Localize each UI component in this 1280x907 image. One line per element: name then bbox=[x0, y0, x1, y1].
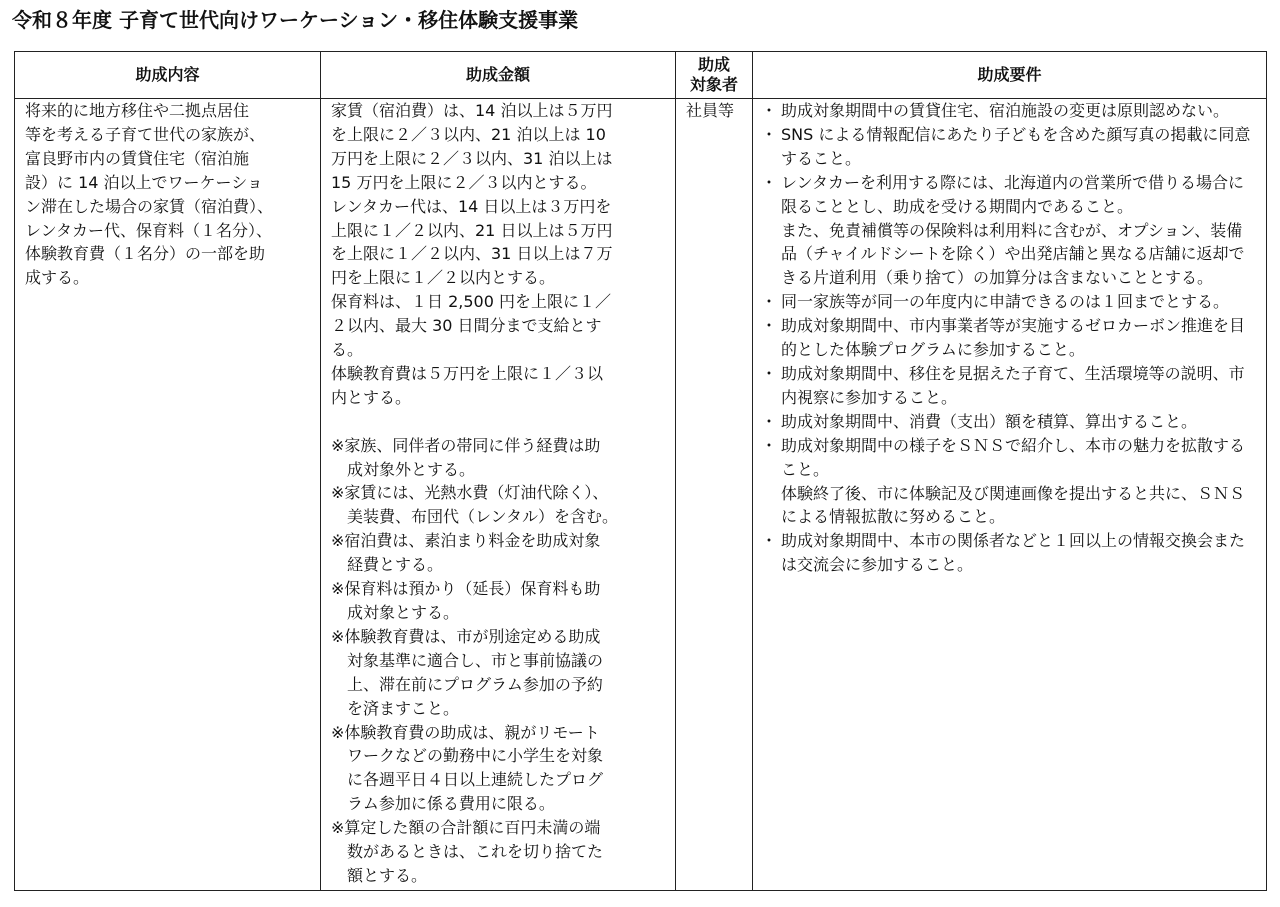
amount-line: 円を上限に１／２以内とする。 bbox=[331, 268, 556, 288]
body-row bbox=[15, 99, 1267, 891]
amount-note-line: 成対象外とする。 bbox=[331, 459, 476, 479]
requirement-item bbox=[763, 410, 1258, 434]
header-target-line2: 対象者 bbox=[689, 75, 738, 94]
requirement-text: 助成対象期間中、消費（支出）額を積算、算出すること。 bbox=[781, 411, 1198, 431]
amount-note-line: 数があるときは、これを切り捨てた bbox=[331, 842, 604, 862]
requirement-text: 助成対象期間中の様子をＳＮＳで紹介し、本市の魅力を拡散すること。 bbox=[781, 435, 1246, 479]
content-line: 体験教育費（１名分）の一部を助 bbox=[25, 244, 266, 264]
amount-line: る。 bbox=[331, 340, 364, 360]
requirement-text: SNS による情報配信にあたり子どもを含めた顔写真の掲載に同意すること。 bbox=[781, 124, 1251, 168]
requirement-text: 助成対象期間中、移住を見据えた子育て、生活環境等の説明、市内視察に参加すること。 bbox=[781, 363, 1245, 407]
content-line: 成する。 bbox=[25, 268, 90, 288]
amount-line: 15 万円を上限に２／３以内とする。 bbox=[331, 172, 597, 192]
header-target bbox=[676, 52, 753, 99]
content-line: ン滞在した場合の家賃（宿泊費）、 bbox=[25, 196, 274, 216]
amount-note-line: ワークなどの勤務中に小学生を対象 bbox=[331, 746, 604, 766]
requirement-text: レンタカーを利用する際には、北海道内の営業所で借りる場合に限ることとし、助成を受ける期間内であること。 bbox=[781, 172, 1244, 216]
amount-note-line: 額とする。 bbox=[331, 865, 428, 885]
amount-line: 家賃（宿泊費）は、14 泊以上は５万円 bbox=[331, 101, 613, 120]
requirement-text: 助成対象期間中、本市の関係者などと１回以上の情報交換会または交流会に参加すること。 bbox=[781, 531, 1246, 575]
content-cell bbox=[15, 99, 321, 891]
amount-note-line: ※体験教育費の助成は、親がリモート bbox=[331, 722, 600, 742]
requirement-text: 同一家族等が同一の年度内に申請できるのは１回までとする。 bbox=[781, 292, 1230, 312]
amount-note-line: ※家賃には、光熱水費（灯油代除く）、 bbox=[331, 483, 609, 503]
requirement-item bbox=[763, 171, 1258, 291]
target-cell bbox=[676, 99, 753, 891]
amount-line: 上限に１／２以内、21 日以上は５万円 bbox=[331, 220, 613, 240]
amount-line: を上限に２／３以内、21 泊以上は 10 bbox=[331, 124, 606, 144]
header-target-line1: 助成 bbox=[697, 55, 730, 74]
amount-note-line: 美装費、布団代（レンタル）を含む。 bbox=[331, 507, 618, 527]
requirement-note: また、免責補償等の保険料は利用料に含むが、オプション、装備品（チャイルドシートを除く）や出発店舗と異なる店舗に返却できる片道利用（乗り捨て）の加算分は含まないこととする。 bbox=[781, 220, 1245, 288]
requirement-item bbox=[763, 123, 1258, 171]
requirement-text: 助成対象期間中の賃貸住宅、宿泊施設の変更は原則認めない。 bbox=[781, 101, 1230, 120]
amount-line: 万円を上限に２／３以内、31 泊以上は bbox=[331, 148, 613, 168]
amount-note-line: ※体験教育費は、市が別途定める助成 bbox=[331, 626, 601, 646]
header-content: 助成内容 bbox=[15, 52, 321, 99]
requirement-note: 体験終了後、市に体験記及び関連画像を提出すると共に、ＳＮＳによる情報拡散に努めること。 bbox=[781, 483, 1246, 527]
blank-line bbox=[331, 410, 667, 434]
requirement-item bbox=[763, 314, 1258, 362]
content-line: レンタカー代、保育料（１名分）、 bbox=[25, 220, 272, 240]
amount-note-line: ラム参加に係る費用に限る。 bbox=[331, 794, 555, 814]
target-text: 社員等 bbox=[686, 101, 735, 120]
content-line: 将来的に地方移住や二拠点居住 bbox=[25, 101, 250, 120]
amount-cell bbox=[321, 99, 676, 891]
amount-note-line: ※宿泊費は、素泊まり料金を助成対象 bbox=[331, 531, 601, 551]
amount-line: レンタカー代は、14 日以上は３万円を bbox=[331, 196, 612, 216]
grant-table bbox=[14, 51, 1267, 891]
requirement-item bbox=[763, 434, 1258, 530]
amount-line: ２以内、最大 30 日間分まで支給とす bbox=[331, 316, 602, 336]
requirement-item bbox=[763, 99, 1258, 123]
requirements-cell bbox=[753, 99, 1267, 891]
amount-note-line: 上、滞在前にプログラム参加の予約 bbox=[331, 674, 603, 694]
amount-line: 体験教育費は５万円を上限に１／３以 bbox=[331, 363, 604, 383]
amount-note-line: ※家族、同伴者の帯同に伴う経費は助 bbox=[331, 435, 601, 455]
header-amount: 助成金額 bbox=[321, 52, 676, 99]
requirement-item bbox=[763, 290, 1258, 314]
content-line: 富良野市内の賃貸住宅（宿泊施 bbox=[25, 148, 250, 168]
amount-note-line: 成対象とする。 bbox=[331, 603, 460, 623]
amount-line: 保育料は、１日 2,500 円を上限に１／ bbox=[331, 292, 611, 312]
header-row bbox=[15, 52, 1267, 99]
requirements-list bbox=[763, 99, 1258, 577]
amount-line: を上限に１／２以内、31 日以上は７万 bbox=[331, 244, 613, 264]
content-line: 設）に 14 泊以上でワーケーショ bbox=[25, 172, 263, 192]
amount-note-line: ※算定した額の合計額に百円未満の端 bbox=[331, 818, 601, 838]
amount-note-line: 対象基準に適合し、市と事前協議の bbox=[331, 650, 604, 670]
document-title: 令和８年度 子育て世代向けワーケーション・移住体験支援事業 bbox=[12, 8, 579, 32]
requirement-text: 助成対象期間中、市内事業者等が実施するゼロカーボン推進を目的とした体験プログラムに参加すること。 bbox=[781, 316, 1246, 360]
requirement-item bbox=[763, 362, 1258, 410]
amount-line: 内とする。 bbox=[331, 387, 412, 407]
amount-note-line: ※保育料は預かり（延長）保育料も助 bbox=[331, 579, 601, 599]
header-requirements: 助成要件 bbox=[753, 52, 1267, 99]
amount-note-line: を済ますこと。 bbox=[331, 698, 460, 718]
amount-note-line: 経費とする。 bbox=[331, 555, 444, 575]
amount-note-line: に各週平日４日以上連続したプログ bbox=[331, 770, 604, 790]
requirement-item bbox=[763, 529, 1258, 577]
content-line: 等を考える子育て世代の家族が、 bbox=[25, 124, 266, 144]
